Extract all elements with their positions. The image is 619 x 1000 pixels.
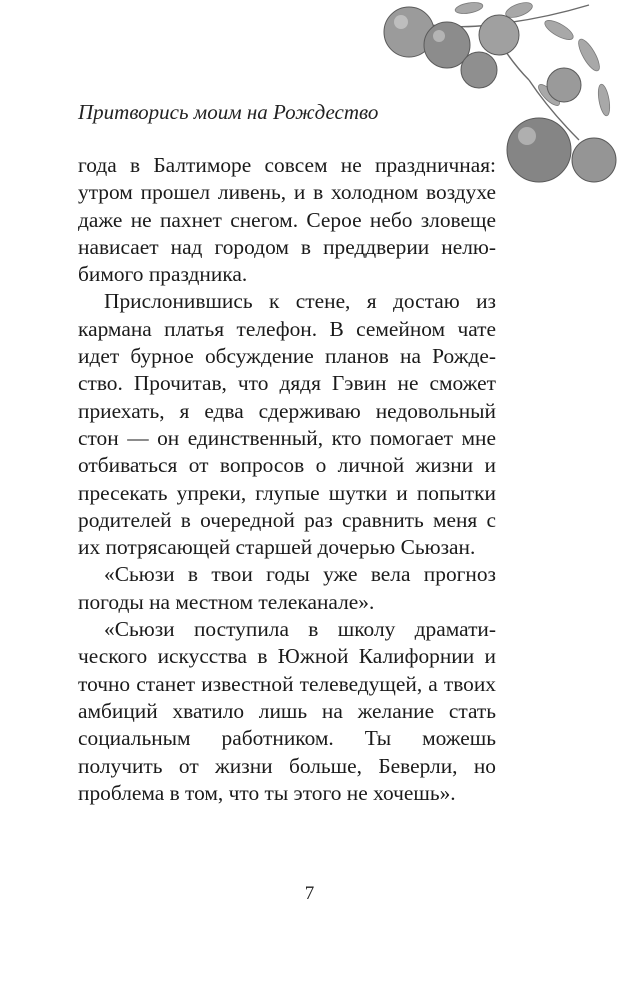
page-number: 7 [304, 883, 315, 904]
paragraph-4: «Сьюзи поступила в школу драматического искусства в Южной Калифорнии и точно станет известной телеведущей, а твоих амбиций хватило лишь на желание стать социальным работником. Ты можешь получить от жизни больше, Беверли, но проблема в том, что ты этого не хочешь». [78, 617, 496, 805]
body-text [78, 152, 496, 807]
running-title: Притворись моим на Рождество [78, 100, 379, 124]
paragraph-3: «Сьюзи в твои годы уже вела прогноз погоды на местном телеканале». [78, 562, 496, 614]
paragraph-2: Прислонившись к стене, я достаю из кармана платья телефон. В семейном чате идет бурное обсуждение планов на Рождество. Прочитав, что дядя Гэвин не сможет приехать, я едва сдерживаю недовольный стон — он единственный, кто помогает мне отбиваться от вопросов о личной жизни и пресекать упреки, глупые шутки и попытки родителей в очередной раз сравнить меня с их потрясающей старшей дочерью Сьюзан. [78, 289, 496, 560]
paragraph-1: года в Балтиморе совсем не праздничная: утром прошел ливень, и в холодном воздухе даже не пахнет снегом. Серое небо зловеще нависает над городом в преддверии нелюбимого праздника. [78, 153, 496, 287]
